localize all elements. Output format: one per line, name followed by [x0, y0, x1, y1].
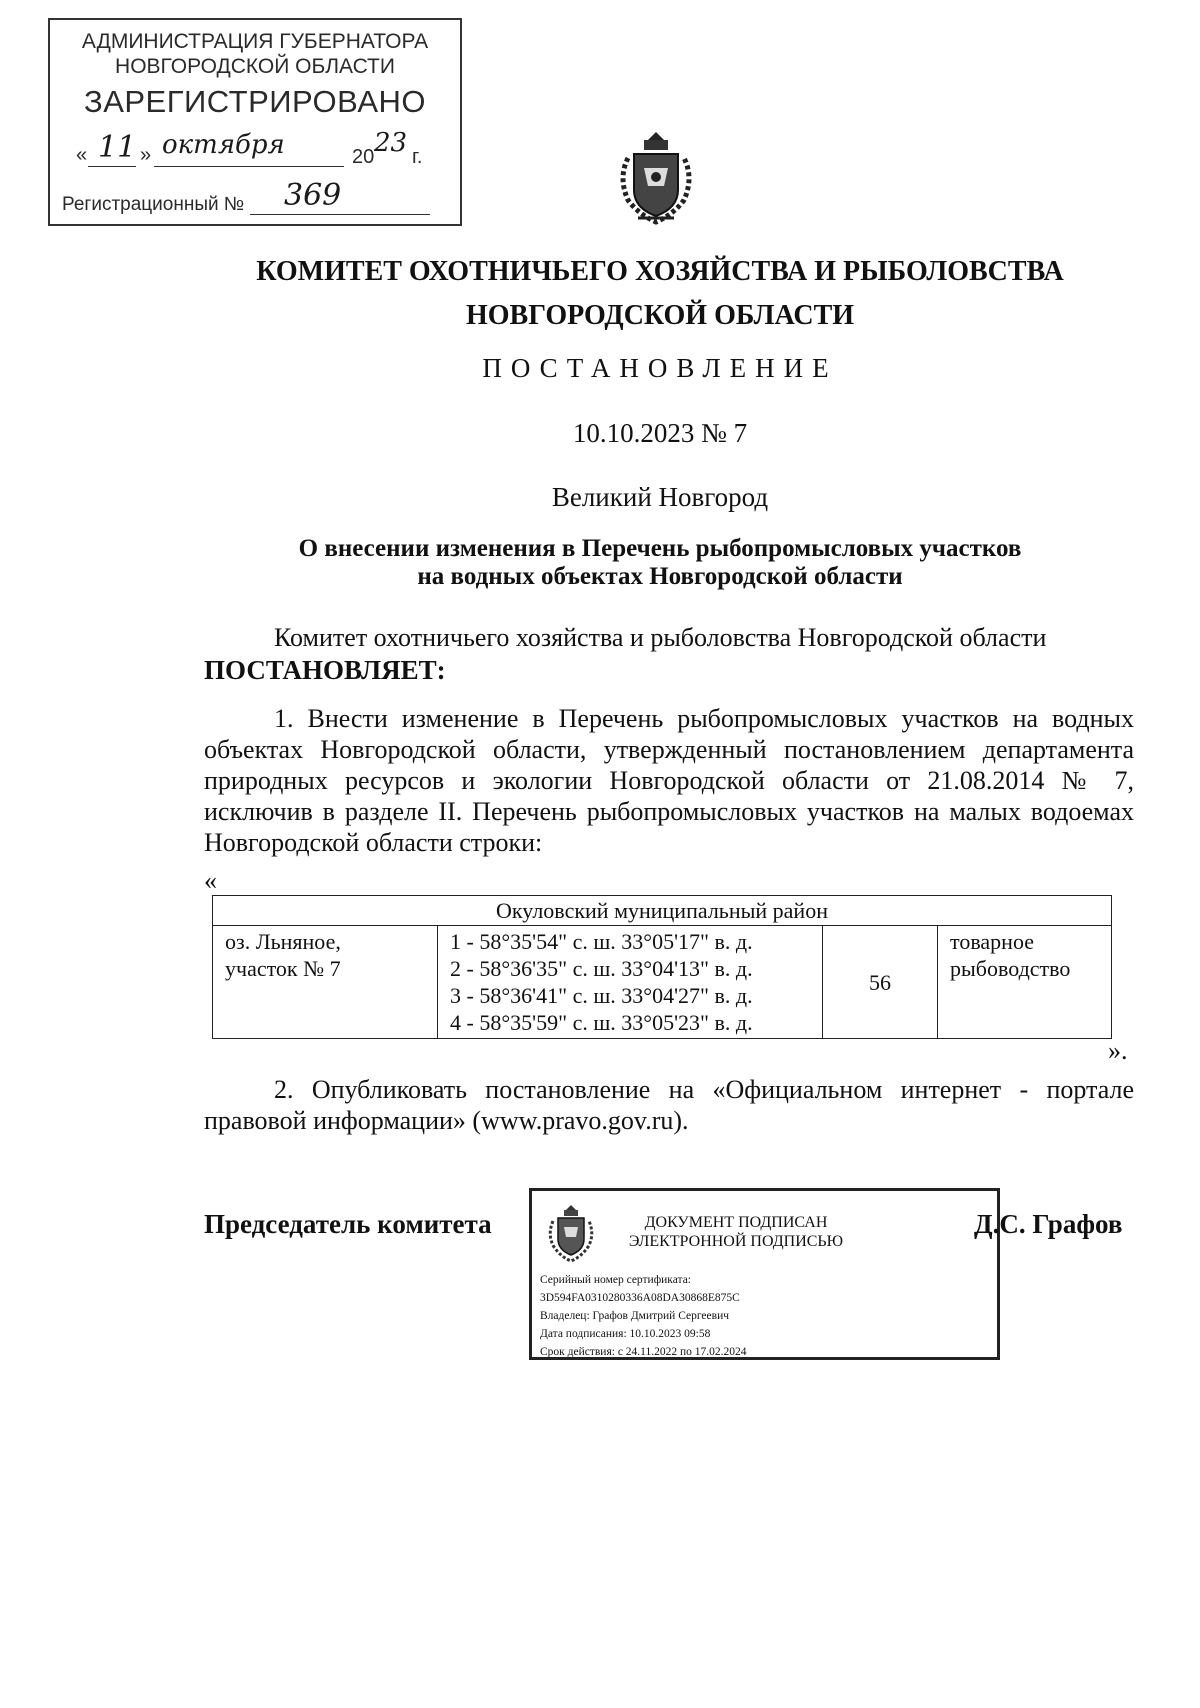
- subject-line2: на водных объектах Новгородской области: [417, 563, 903, 590]
- coordinates-cell: [438, 926, 823, 1039]
- document-subject: [180, 535, 1140, 591]
- coordinate-line: 1 - 58°35'54" с. ш. 33°05'17" в. д.: [450, 929, 753, 954]
- coordinate-line: 3 - 58°36'41" с. ш. 33°04'27" в. д.: [450, 983, 753, 1008]
- stamp-month: октября: [162, 130, 285, 160]
- ecp-validity: Срок действия: с 24.11.2022 по 17.02.2024: [540, 1346, 747, 1358]
- quote-open: «: [204, 866, 217, 895]
- ecp-cert-number: 3D594FA0310280336A08DA30868E875C: [540, 1292, 740, 1304]
- stamp-admin-line: АДМИНИСТРАЦИЯ ГУБЕРНАТОРА: [81, 30, 429, 53]
- ecp-header-line2: ЭЛЕКТРОННОЙ ПОДПИСЬЮ: [628, 1233, 844, 1250]
- purpose-cell: [938, 926, 1112, 1039]
- stamp-region-line: НОВГОРОДСКОЙ ОБЛАСТИ: [115, 55, 395, 78]
- stamp-reg-row: [62, 178, 457, 220]
- item-1: 1. Внести изменение в Перечень рыбопромысловых участков на водных объектах Новгородской области, утвержденный постановлением департамента природных ресурсов и экологии Новгородской области от 21.08.2014 № 7, исключив в разделе II. Перечень рыбопромысловых участков на малых водоемах Новгородской области строки:: [204, 704, 1134, 857]
- coat-of-arms-icon: [614, 128, 698, 228]
- decree-word: ПОСТАНОВЛЯЕТ:: [204, 655, 446, 685]
- plot-name-line2: участок № 7: [225, 956, 341, 981]
- coordinate-line: 2 - 58°36'35" с. ш. 33°04'13" в. д.: [450, 956, 753, 981]
- org-title-line1: КОМИТЕТ ОХОТНИЧЬЕГО ХОЗЯЙСТВА И РЫБОЛОВСТВА: [256, 256, 1064, 287]
- stamp-reg-number: 369: [284, 178, 342, 213]
- purpose-line2: рыбоводство: [950, 956, 1071, 981]
- signer-name: Д.С. Графов: [974, 1209, 1123, 1239]
- electronic-signature-stamp: [529, 1188, 1000, 1360]
- ecp-signed-date: Дата подписания: 10.10.2023 09:58: [540, 1328, 711, 1340]
- preamble-text: Комитет охотничьего хозяйства и рыболовства Новгородской области: [274, 623, 1047, 652]
- table-row: [213, 896, 1112, 926]
- ecp-header: [606, 1213, 866, 1251]
- stamp-day: 11: [98, 130, 137, 165]
- emblem-icon: [546, 1203, 596, 1263]
- table-row: [213, 926, 1112, 1039]
- purpose-line1: товарное: [950, 929, 1034, 954]
- stamp-status: ЗАРЕГИСТРИРОВАНО: [83, 84, 426, 119]
- signer-position: Председатель комитета: [204, 1209, 492, 1239]
- subject-line1: О внесении изменения в Перечень рыбопромысловых участков: [298, 535, 1022, 562]
- plot-name-cell: [213, 926, 438, 1039]
- document-city: Великий Новгород: [551, 482, 769, 512]
- area-cell: 56: [823, 926, 938, 1039]
- ecp-owner: Владелец: Графов Дмитрий Сергеевич: [540, 1310, 730, 1322]
- registration-stamp: [48, 18, 462, 226]
- document-date-number: 10.10.2023 № 7: [572, 418, 748, 448]
- stamp-reg-label: Регистрационный №: [62, 194, 245, 215]
- ecp-cert-label: Серийный номер сертификата:: [540, 1274, 691, 1286]
- org-title: [180, 250, 1140, 338]
- plot-name-line1: оз. Льняное,: [225, 929, 341, 954]
- stamp-year-prefix: 20: [352, 146, 375, 168]
- org-title-line2: НОВГОРОДСКОЙ ОБЛАСТИ: [465, 300, 855, 331]
- document-type: ПОСТАНОВЛЕНИЕ: [482, 353, 838, 383]
- item-2: 2. Опубликовать постановление на «Официальном интернет - портале правовой информации» (www.pravo.gov.ru).: [204, 1075, 1134, 1135]
- district-header: Окуловский муниципальный район: [213, 896, 1112, 926]
- ecp-header-line1: ДОКУМЕНТ ПОДПИСАН: [644, 1214, 828, 1231]
- excluded-plots-table: [212, 895, 1112, 1039]
- stamp-year-suffix: 23: [374, 128, 408, 158]
- ecp-details: [540, 1271, 747, 1361]
- stamp-year-unit: г.: [412, 146, 423, 168]
- coordinate-line: 4 - 58°35'59" с. ш. 33°05'23" в. д.: [450, 1010, 753, 1035]
- preamble: [204, 622, 1134, 653]
- quote-close: ».: [1108, 1036, 1128, 1065]
- stamp-date-row: « 11 » октября 20 23 г.: [76, 128, 423, 168]
